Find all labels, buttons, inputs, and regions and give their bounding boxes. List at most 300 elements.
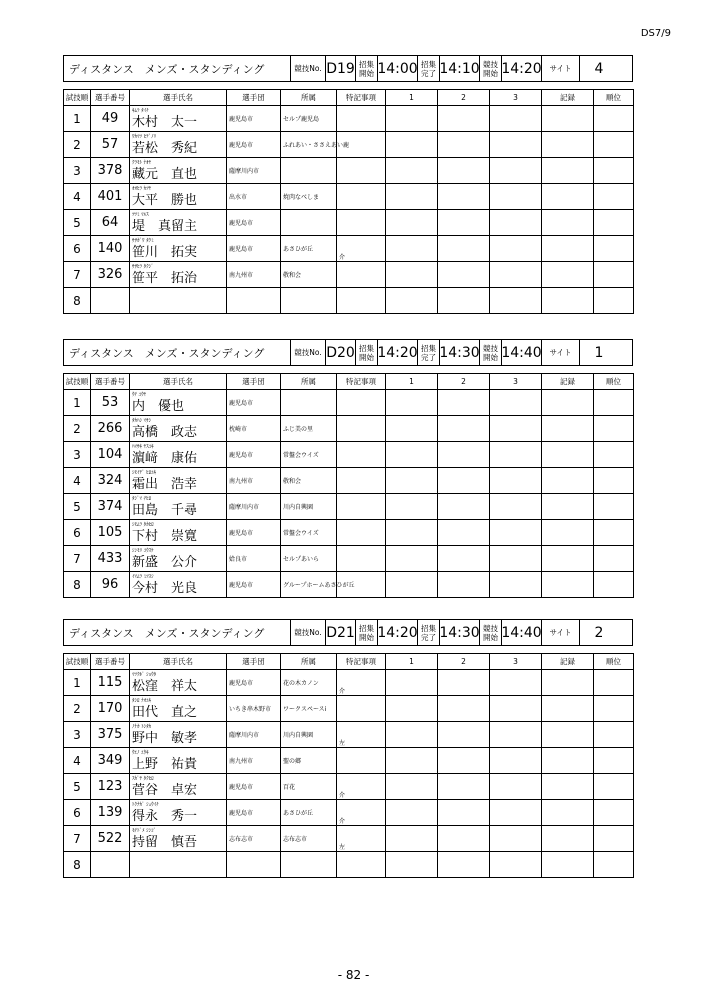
attempt-1-cell — [386, 826, 438, 852]
record-cell — [542, 494, 594, 520]
table-row — [64, 262, 634, 288]
athlete-name: 今村 光良 — [132, 581, 198, 596]
bib-cell: 105 — [91, 520, 130, 546]
team-cell: 鹿児島市 — [227, 390, 281, 416]
event-start-time: 14:20 — [502, 56, 542, 81]
athlete-kana: ﾀｶﾊｼ ﾏｻｼ — [132, 418, 152, 424]
col-affiliation-header: 所属 — [281, 90, 337, 106]
call-start-label-line2: 開始 — [359, 632, 374, 642]
order-cell: 6 — [64, 800, 91, 826]
rank-cell — [594, 210, 634, 236]
notes-cell — [337, 442, 386, 468]
attempt-3-cell — [490, 416, 542, 442]
call-start-label — [356, 620, 378, 645]
col-attempt-1-header: 1 — [386, 374, 438, 390]
call-start-label-line2: 開始 — [359, 352, 374, 362]
athlete-name: 新盛 公介 — [132, 555, 198, 570]
col-team-header: 選手団 — [227, 90, 281, 106]
notes-cell: 介 — [337, 670, 386, 696]
event-no-label: 競技No. — [291, 620, 326, 645]
attempt-3-cell — [490, 442, 542, 468]
col-order-header: 試技順 — [64, 374, 91, 390]
attempt-1-cell — [386, 416, 438, 442]
event-title: ディスタンス メンズ・スタンディング — [64, 56, 291, 81]
affiliation-cell: あさひが丘 — [281, 800, 337, 826]
affiliation-cell: ふれあい・ささえあい鹿 — [281, 132, 337, 158]
record-cell — [542, 106, 594, 132]
team-cell: 鹿児島市 — [227, 442, 281, 468]
rank-cell — [594, 696, 634, 722]
col-record-header: 記録 — [542, 654, 594, 670]
event-start-label — [480, 56, 502, 81]
athlete-name: 菅谷 卓宏 — [132, 783, 198, 798]
team-cell: 鹿児島市 — [227, 670, 281, 696]
order-cell: 1 — [64, 106, 91, 132]
athlete-name: 下村 崇寛 — [132, 529, 198, 544]
event-start-label-line1: 競技 — [483, 59, 498, 69]
affiliation-cell — [281, 852, 337, 878]
athlete-name-cell — [130, 670, 227, 696]
attempt-3-cell — [490, 572, 542, 598]
team-cell: 鹿児島市 — [227, 210, 281, 236]
event-code: D21 — [326, 620, 356, 645]
attempt-1-cell — [386, 520, 438, 546]
notes-cell — [337, 852, 386, 878]
record-cell — [542, 696, 594, 722]
table-row — [64, 132, 634, 158]
affiliation-cell — [281, 390, 337, 416]
event-start-time: 14:40 — [502, 620, 542, 645]
athlete-name: 得永 秀一 — [132, 809, 198, 824]
team-cell: 鹿児島市 — [227, 236, 281, 262]
athlete-kana: ｷﾑﾗ ﾀｲﾁ — [132, 108, 149, 114]
affiliation-cell: 敬和会 — [281, 468, 337, 494]
team-cell: 鹿児島市 — [227, 572, 281, 598]
attempt-3-cell — [490, 852, 542, 878]
athlete-name: 堤 真留主 — [132, 219, 198, 234]
affiliation-cell: 聖の郷 — [281, 748, 337, 774]
rank-cell — [594, 494, 634, 520]
rank-cell — [594, 800, 634, 826]
col-order-header: 試技順 — [64, 90, 91, 106]
team-cell: 鹿児島市 — [227, 106, 281, 132]
table-row — [64, 184, 634, 210]
rank-cell — [594, 288, 634, 314]
table-row — [64, 210, 634, 236]
affiliation-cell: ふじ美の里 — [281, 416, 337, 442]
notes-cell — [337, 288, 386, 314]
attempt-1-cell — [386, 184, 438, 210]
col-team-header: 選手団 — [227, 654, 281, 670]
attempt-2-cell — [438, 416, 490, 442]
record-cell — [542, 184, 594, 210]
team-cell: 鹿児島市 — [227, 774, 281, 800]
col-name-header: 選手氏名 — [130, 90, 227, 106]
rank-cell — [594, 262, 634, 288]
col-name-header: 選手氏名 — [130, 374, 227, 390]
team-cell: 南九州市 — [227, 748, 281, 774]
team-cell: 鹿児島市 — [227, 800, 281, 826]
notes-cell: 左 — [337, 722, 386, 748]
col-attempt-1-header: 1 — [386, 90, 438, 106]
attempt-3-cell — [490, 210, 542, 236]
bib-cell: 401 — [91, 184, 130, 210]
attempt-1-cell — [386, 670, 438, 696]
bib-cell: 433 — [91, 546, 130, 572]
rank-cell — [594, 546, 634, 572]
bib-cell: 64 — [91, 210, 130, 236]
site-label: サイト — [542, 56, 580, 81]
call-start-time: 14:20 — [378, 620, 418, 645]
call-start-label — [356, 56, 378, 81]
col-notes-header: 特記事項 — [337, 90, 386, 106]
athlete-name-cell — [130, 852, 227, 878]
order-cell: 2 — [64, 696, 91, 722]
athlete-name: 田代 直之 — [132, 705, 198, 720]
athlete-name-cell — [130, 132, 227, 158]
team-cell: 薩摩川内市 — [227, 722, 281, 748]
page-number: - 82 - — [337, 968, 370, 982]
attempt-2-cell — [438, 572, 490, 598]
notes-cell — [337, 468, 386, 494]
event-start-time: 14:40 — [502, 340, 542, 365]
athlete-name-cell — [130, 390, 227, 416]
attempt-1-cell — [386, 852, 438, 878]
site-label: サイト — [542, 620, 580, 645]
attempt-3-cell — [490, 722, 542, 748]
athlete-kana: ｼﾓﾑﾗ ﾀｶﾋﾛ — [132, 522, 154, 528]
notes-cell — [337, 390, 386, 416]
attempt-2-cell — [438, 494, 490, 520]
attempt-2-cell — [438, 852, 490, 878]
athlete-kana: ｻｻﾋﾗ ﾀｸｼﾞ — [132, 264, 154, 270]
bib-cell: 375 — [91, 722, 130, 748]
heat-block-d19 — [63, 55, 633, 314]
athlete-name: 笹平 拓治 — [132, 271, 198, 286]
athlete-name: 上野 祐貴 — [132, 757, 198, 772]
call-start-time: 14:20 — [378, 340, 418, 365]
bib-cell: 522 — [91, 826, 130, 852]
order-cell: 3 — [64, 158, 91, 184]
record-cell — [542, 262, 594, 288]
attempt-2-cell — [438, 210, 490, 236]
attempt-3-cell — [490, 748, 542, 774]
col-bib-header: 選手番号 — [91, 374, 130, 390]
table-row — [64, 826, 634, 852]
notes-cell — [337, 494, 386, 520]
attempt-1-cell — [386, 748, 438, 774]
call-end-label — [418, 620, 440, 645]
attempt-3-cell — [490, 158, 542, 184]
table-row — [64, 748, 634, 774]
col-attempt-2-header: 2 — [438, 654, 490, 670]
athlete-name: 田島 千尋 — [132, 503, 198, 518]
col-attempt-3-header: 3 — [490, 90, 542, 106]
call-end-label — [418, 56, 440, 81]
order-cell: 5 — [64, 210, 91, 236]
table-row — [64, 390, 634, 416]
athlete-kana: ｳｴﾉ ﾕｳｷ — [132, 750, 149, 756]
athlete-name-cell — [130, 494, 227, 520]
col-team-header: 選手団 — [227, 374, 281, 390]
affiliation-cell: 川内自興園 — [281, 722, 337, 748]
attempt-2-cell — [438, 442, 490, 468]
team-cell: 姶良市 — [227, 546, 281, 572]
attempt-1-cell — [386, 236, 438, 262]
athlete-kana: ｵｵﾋﾗ ｶﾂﾔ — [132, 186, 152, 192]
col-rank-header: 順位 — [594, 654, 634, 670]
col-notes-header: 特記事項 — [337, 654, 386, 670]
athlete-kana: ｻｻｶﾞﾜ ﾀｸﾐ — [132, 238, 154, 244]
record-cell — [542, 852, 594, 878]
col-notes-header: 特記事項 — [337, 374, 386, 390]
order-cell: 3 — [64, 722, 91, 748]
attempt-2-cell — [438, 800, 490, 826]
attempt-2-cell — [438, 262, 490, 288]
athlete-name-cell — [130, 236, 227, 262]
heat-block-d21 — [63, 619, 633, 878]
notes-cell — [337, 262, 386, 288]
attempt-1-cell — [386, 262, 438, 288]
athlete-name-cell — [130, 210, 227, 236]
bib-cell — [91, 288, 130, 314]
rank-cell — [594, 158, 634, 184]
attempt-1-cell — [386, 390, 438, 416]
athlete-name-cell — [130, 468, 227, 494]
record-cell — [542, 442, 594, 468]
table-row — [64, 416, 634, 442]
affiliation-cell: セルプあいら — [281, 546, 337, 572]
order-cell: 2 — [64, 416, 91, 442]
attempt-2-cell — [438, 546, 490, 572]
col-bib-header: 選手番号 — [91, 654, 130, 670]
call-end-label-line1: 招集 — [421, 59, 436, 69]
athlete-name-cell — [130, 442, 227, 468]
team-cell: 鹿児島市 — [227, 132, 281, 158]
attempt-3-cell — [490, 262, 542, 288]
athlete-name: 藏元 直也 — [132, 167, 198, 182]
attempt-1-cell — [386, 132, 438, 158]
rank-cell — [594, 442, 634, 468]
call-end-time: 14:30 — [440, 620, 480, 645]
rank-cell — [594, 132, 634, 158]
rank-cell — [594, 468, 634, 494]
order-cell: 1 — [64, 670, 91, 696]
athlete-kana: ﾏﾂｸﾎﾞ ｼｮｳﾀ — [132, 672, 157, 678]
record-cell — [542, 546, 594, 572]
call-end-time: 14:30 — [440, 340, 480, 365]
attempt-2-cell — [438, 722, 490, 748]
attempt-1-cell — [386, 696, 438, 722]
athlete-kana: ｸﾗﾓﾄ ﾅｵﾔ — [132, 160, 152, 166]
col-attempt-2-header: 2 — [438, 374, 490, 390]
order-cell: 2 — [64, 132, 91, 158]
bib-cell: 49 — [91, 106, 130, 132]
attempt-3-cell — [490, 670, 542, 696]
team-cell — [227, 852, 281, 878]
order-cell: 8 — [64, 852, 91, 878]
heat-header — [63, 619, 633, 646]
attempt-3-cell — [490, 826, 542, 852]
col-name-header: 選手氏名 — [130, 654, 227, 670]
call-start-label-line2: 開始 — [359, 68, 374, 78]
athlete-name-cell — [130, 416, 227, 442]
site-number: 2 — [594, 624, 604, 641]
athlete-name-cell — [130, 106, 227, 132]
event-no-label: 競技No. — [291, 340, 326, 365]
table-header-row — [64, 90, 634, 106]
bib-cell: 139 — [91, 800, 130, 826]
table-row — [64, 572, 634, 598]
record-cell — [542, 748, 594, 774]
col-rank-header: 順位 — [594, 90, 634, 106]
affiliation-cell: グループホームあさひが丘 — [281, 572, 337, 598]
athlete-name-cell — [130, 696, 227, 722]
col-bib-header: 選手番号 — [91, 90, 130, 106]
table-row — [64, 774, 634, 800]
rank-cell — [594, 520, 634, 546]
affiliation-cell: 敬和会 — [281, 262, 337, 288]
order-cell: 3 — [64, 442, 91, 468]
bib-cell: 170 — [91, 696, 130, 722]
table-row — [64, 468, 634, 494]
call-start-label-line1: 招集 — [359, 623, 374, 633]
attempt-2-cell — [438, 826, 490, 852]
record-cell — [542, 158, 594, 184]
attempt-3-cell — [490, 494, 542, 520]
table-row — [64, 288, 634, 314]
athlete-name-cell — [130, 774, 227, 800]
call-start-label — [356, 340, 378, 365]
attempt-1-cell — [386, 158, 438, 184]
bib-cell: 104 — [91, 442, 130, 468]
order-cell: 8 — [64, 288, 91, 314]
event-start-label-line1: 競技 — [483, 623, 498, 633]
call-end-label-line2: 完了 — [421, 68, 436, 78]
attempt-2-cell — [438, 696, 490, 722]
event-start-label — [480, 620, 502, 645]
athlete-name-cell — [130, 184, 227, 210]
order-cell: 6 — [64, 520, 91, 546]
call-start-label-line1: 招集 — [359, 59, 374, 69]
team-cell: 薩摩川内市 — [227, 494, 281, 520]
notes-cell — [337, 520, 386, 546]
record-cell — [542, 390, 594, 416]
attempt-1-cell — [386, 572, 438, 598]
athlete-kana: ﾊﾏｻｷ ﾔｽﾕｷ — [132, 444, 154, 450]
col-order-header: 試技順 — [64, 654, 91, 670]
call-end-label-line2: 完了 — [421, 632, 436, 642]
attempt-2-cell — [438, 158, 490, 184]
athlete-name: 笹川 拓実 — [132, 245, 198, 260]
athlete-name: 大平 勝也 — [132, 193, 198, 208]
attempt-2-cell — [438, 468, 490, 494]
record-cell — [542, 670, 594, 696]
team-cell: 出水市 — [227, 184, 281, 210]
event-start-label-line2: 開始 — [483, 352, 498, 362]
notes-cell: 介 — [337, 774, 386, 800]
athlete-name: 高橋 政志 — [132, 425, 198, 440]
call-end-label-line1: 招集 — [421, 343, 436, 353]
affiliation-cell: あさひが丘 — [281, 236, 337, 262]
bib-cell: 57 — [91, 132, 130, 158]
record-cell — [542, 572, 594, 598]
order-cell: 6 — [64, 236, 91, 262]
attempt-3-cell — [490, 546, 542, 572]
affiliation-cell: 常盤会ウイズ — [281, 520, 337, 546]
attempt-3-cell — [490, 184, 542, 210]
affiliation-cell: 焼肉なべしま — [281, 184, 337, 210]
event-title: ディスタンス メンズ・スタンディング — [64, 620, 291, 645]
athlete-name: 内 優也 — [132, 399, 185, 414]
record-cell — [542, 210, 594, 236]
table-row — [64, 520, 634, 546]
event-no-label: 競技No. — [291, 56, 326, 81]
rank-cell — [594, 390, 634, 416]
bib-cell — [91, 852, 130, 878]
notes-cell: 左 — [337, 826, 386, 852]
table-row — [64, 546, 634, 572]
athlete-name: 若松 秀紀 — [132, 141, 198, 156]
athlete-name-cell — [130, 158, 227, 184]
event-title: ディスタンス メンズ・スタンディング — [64, 340, 291, 365]
athlete-kana: ｲﾏﾑﾗ ﾐﾂﾖｼ — [132, 574, 154, 580]
attempt-2-cell — [438, 520, 490, 546]
table-row — [64, 800, 634, 826]
affiliation-cell: 花の木カノン — [281, 670, 337, 696]
affiliation-cell: 川内自興園 — [281, 494, 337, 520]
notes-cell — [337, 158, 386, 184]
record-cell — [542, 132, 594, 158]
rank-cell — [594, 236, 634, 262]
attempt-3-cell — [490, 520, 542, 546]
affiliation-cell: セルプ鹿児島 — [281, 106, 337, 132]
bib-cell: 326 — [91, 262, 130, 288]
rank-cell — [594, 416, 634, 442]
heat-header — [63, 339, 633, 366]
rank-cell — [594, 572, 634, 598]
athlete-name-cell — [130, 826, 227, 852]
team-cell: 鹿児島市 — [227, 520, 281, 546]
team-cell: 薩摩川内市 — [227, 158, 281, 184]
athlete-kana: ｳﾁ ﾕｳﾔ — [132, 392, 147, 398]
notes-cell — [337, 748, 386, 774]
notes-cell — [337, 696, 386, 722]
order-cell: 5 — [64, 774, 91, 800]
entry-table — [63, 89, 634, 314]
attempt-3-cell — [490, 106, 542, 132]
athlete-kana: ﾂﾂﾐ ﾏﾙｽ — [132, 212, 149, 218]
col-record-header: 記録 — [542, 374, 594, 390]
call-start-label-line1: 招集 — [359, 343, 374, 353]
athlete-kana: ﾓﾁﾄﾞﾒ ｼﾝｺﾞ — [132, 828, 157, 834]
event-start-label-line1: 競技 — [483, 343, 498, 353]
table-header-row — [64, 374, 634, 390]
bib-cell: 123 — [91, 774, 130, 800]
athlete-name: 霜出 浩幸 — [132, 477, 198, 492]
athlete-name-cell — [130, 288, 227, 314]
call-end-time: 14:10 — [440, 56, 480, 81]
team-cell — [227, 288, 281, 314]
attempt-3-cell — [490, 132, 542, 158]
attempt-2-cell — [438, 748, 490, 774]
col-attempt-1-header: 1 — [386, 654, 438, 670]
athlete-name: 木村 太一 — [132, 115, 198, 130]
athlete-name: 野中 敏孝 — [132, 731, 198, 746]
athlete-name-cell — [130, 546, 227, 572]
rank-cell — [594, 774, 634, 800]
col-attempt-3-header: 3 — [490, 374, 542, 390]
